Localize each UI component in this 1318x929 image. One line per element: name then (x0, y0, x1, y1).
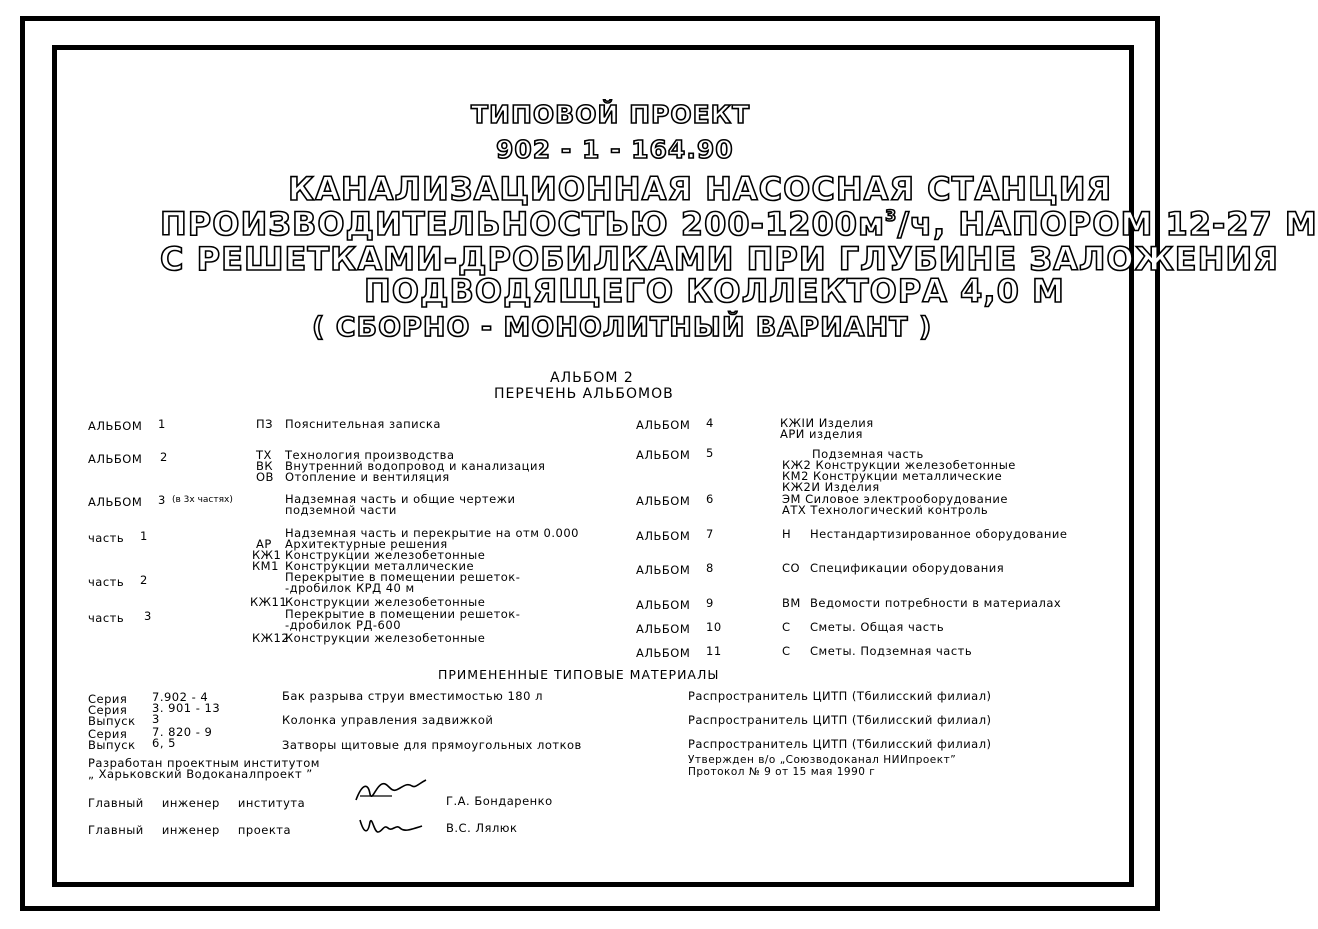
chief-engineer-project-name: В.С. Лялюк (446, 821, 518, 835)
part-3-code-3: КЖ12 (252, 631, 290, 645)
part-2-text-2: -дробилок КРД 40 м (285, 581, 415, 595)
part-2-text-3: Конструкции железобетонные (285, 595, 486, 609)
album-1-text: Пояснительная записка (285, 417, 441, 431)
album-4-label: АЛЬБОМ (636, 418, 691, 432)
album-10-number: 10 (706, 620, 722, 634)
album-9-number: 9 (706, 596, 714, 610)
part-3-text-2: -дробилок РД-600 (285, 618, 402, 632)
part-1-number: 1 (140, 529, 148, 543)
album-2-number: 2 (160, 450, 168, 464)
signature-lyalyuk (356, 812, 428, 840)
album-number: АЛЬБОМ 2 (550, 370, 634, 386)
part-3-text-1: Перекрытие в помещении решеток- (285, 607, 521, 621)
album-10-text: Сметы. Общая часть (810, 620, 945, 634)
part-2-text-1: Перекрытие в помещении решеток- (285, 570, 521, 584)
part-1-code-3: КЖ1 (252, 548, 282, 562)
title-line-1: КАНАЛИЗАЦИОННАЯ НАСОСНАЯ СТАНЦИЯ (288, 170, 1113, 208)
album-4-text-1: КЖIИ Изделия (780, 416, 874, 430)
album-9-text: Ведомости потребности в материалах (810, 596, 1062, 610)
album-9-code: ВМ (782, 596, 801, 610)
album-7-text: Нестандартизированное оборудование (810, 527, 1068, 541)
part-3-label: часть (88, 611, 125, 625)
developer-line-2: „ Харьковский Водоканалпроект ” (88, 767, 313, 781)
protocol-line: Протокол № 9 от 15 мая 1990 г (688, 766, 876, 778)
album-1-number: 1 (158, 417, 166, 431)
part-3-number: 3 (144, 609, 152, 623)
album-3-text-1: Надземная часть и общие чертежи (285, 492, 516, 506)
part-1-text-3: Конструкции железобетонные (285, 548, 486, 562)
album-10-label: АЛЬБОМ (636, 622, 691, 636)
mat-r2-value-1: 7. 820 - 9 (152, 725, 213, 739)
album-8-number: 8 (706, 561, 714, 575)
album-3-parts: (в 3х частях) (172, 495, 233, 505)
album-5-text-4: КЖ2И Изделия (782, 480, 880, 494)
mat-r2-distributor: Распространитель ЦИТП (Тбилисский филиал) (688, 713, 992, 727)
mat-r1-value-1: 7.902 - 4 (152, 690, 209, 704)
part-3-text-3: Конструкции железобетонные (285, 631, 486, 645)
album-6-text-1: ЭМ Силовое электрооборудование (782, 492, 1008, 506)
project-type: ТИПОВОЙ ПРОЕКТ (471, 100, 751, 129)
album-11-number: 11 (706, 644, 722, 658)
variant-line: ( СБОРНО - МОНОЛИТНЫЙ ВАРИАНТ ) (312, 312, 933, 343)
part-1-code-2: АР (256, 537, 272, 551)
mat-r1-label-1: Серия (88, 692, 128, 706)
album-5-text-3: КМ2 Конструкции металлические (782, 469, 1003, 483)
album-6-label: АЛЬБОМ (636, 494, 691, 508)
album-2-text-1: Технология производства (285, 448, 455, 462)
title-line-2-b: /ч, НАПОРОМ 12-27 М (897, 205, 1318, 243)
developer-line-1: Разработан проектным институтом (88, 756, 320, 770)
title-line-2 (160, 205, 1318, 243)
part-1-label: часть (88, 531, 125, 545)
chief-engineer-institute-name: Г.А. Бондаренко (446, 794, 553, 808)
materials-heading: ПРИМЕНЕННЫЕ ТИПОВЫЕ МАТЕРИАЛЫ (438, 667, 720, 682)
album-6-text-2: АТХ Технологический контроль (782, 503, 989, 517)
album-3-number: 3 (158, 493, 166, 507)
title-line-2-superscript: 3 (885, 206, 898, 225)
album-8-label: АЛЬБОМ (636, 563, 691, 577)
mat-r1-distributor: Распространитель ЦИТП (Тбилисский филиал) (688, 689, 992, 703)
title-line-2-a: ПРОИЗВОДИТЕЛЬНОСТЬЮ 200-1200м (160, 205, 886, 243)
album-5-number: 5 (706, 446, 714, 460)
album-7-label: АЛЬБОМ (636, 529, 691, 543)
mat-r2-label-2: Выпуск (88, 738, 136, 752)
mat-r1-value-3: 3 (152, 712, 160, 726)
part-2-code-3: КЖ11 (250, 595, 288, 609)
album-8-text: Спецификации оборудования (810, 561, 1005, 575)
mat-r2-text: Колонка управления задвижкой (282, 713, 494, 727)
mat-r2-value-2: 6, 5 (152, 736, 176, 750)
album-11-text: Сметы. Подземная часть (810, 644, 973, 658)
title-line-4: ПОДВОДЯЩЕГО КОЛЛЕКТОРА 4,0 М (364, 272, 1065, 310)
album-5-text-1: Подземная часть (812, 447, 924, 461)
album-5-label: АЛЬБОМ (636, 448, 691, 462)
part-1-text-1: Надземная часть и перекрытие на отм 0.000 (285, 526, 579, 540)
part-2-label: часть (88, 575, 125, 589)
mat-r1-label-2: Серия (88, 703, 128, 717)
album-4-text-2: АРИ изделия (780, 427, 863, 441)
album-1-label: АЛЬБОМ (88, 419, 143, 433)
approval-line: Утвержден в/о „Союзводоканал НИИпроект” (688, 754, 957, 766)
mat-r1-value-2: 3. 901 - 13 (152, 701, 221, 715)
album-2-code-1: ТХ (256, 448, 272, 462)
part-1-text-2: Архитектурные решения (285, 537, 448, 551)
album-8-code: СО (782, 561, 801, 575)
album-2-code-3: ОВ (256, 470, 274, 484)
album-3-text-2: подземной части (285, 503, 397, 517)
album-11-code: С (782, 644, 791, 658)
chief-engineer-project-role: Главный инженер проекта (88, 823, 292, 837)
chief-engineer-institute-role: Главный инженер института (88, 796, 306, 810)
album-1-code: ПЗ (256, 417, 274, 431)
album-7-number: 7 (706, 527, 714, 541)
album-list-heading: ПЕРЕЧЕНЬ АЛЬБОМОВ (494, 386, 674, 402)
project-number: 902 - 1 - 164.90 (496, 135, 734, 164)
album-5-text-2: КЖ2 Конструкции железобетонные (782, 458, 1016, 472)
album-2-code-2: ВК (256, 459, 274, 473)
album-2-label: АЛЬБОМ (88, 452, 143, 466)
mat-r3-distributor: Распространитель ЦИТП (Тбилисский филиал) (688, 737, 992, 751)
album-3-label: АЛЬБОМ (88, 495, 143, 509)
album-7-code: Н (782, 527, 792, 541)
part-1-code-4: КМ1 (252, 559, 279, 573)
mat-r1-text: Бак разрыва струи вместимостью 180 л (282, 689, 543, 703)
part-1-text-4: Конструкции металлические (285, 559, 475, 573)
album-10-code: С (782, 620, 791, 634)
album-2-text-2: Внутренний водопровод и канализация (285, 459, 546, 473)
title-line-3: С РЕШЕТКАМИ-ДРОБИЛКАМИ ПРИ ГЛУБИНЕ ЗАЛОЖЕНИЯ (160, 240, 1279, 278)
mat-r1-label-3: Выпуск (88, 714, 136, 728)
signature-bondarenko (352, 776, 432, 806)
part-2-number: 2 (140, 573, 148, 587)
mat-r3-text: Затворы щитовые для прямоугольных лотков (282, 738, 582, 752)
album-2-text-3: Отопление и вентиляция (285, 470, 450, 484)
album-6-number: 6 (706, 492, 714, 506)
mat-r2-label-1: Серия (88, 727, 128, 741)
album-4-number: 4 (706, 416, 714, 430)
album-9-label: АЛЬБОМ (636, 598, 691, 612)
album-11-label: АЛЬБОМ (636, 646, 691, 660)
